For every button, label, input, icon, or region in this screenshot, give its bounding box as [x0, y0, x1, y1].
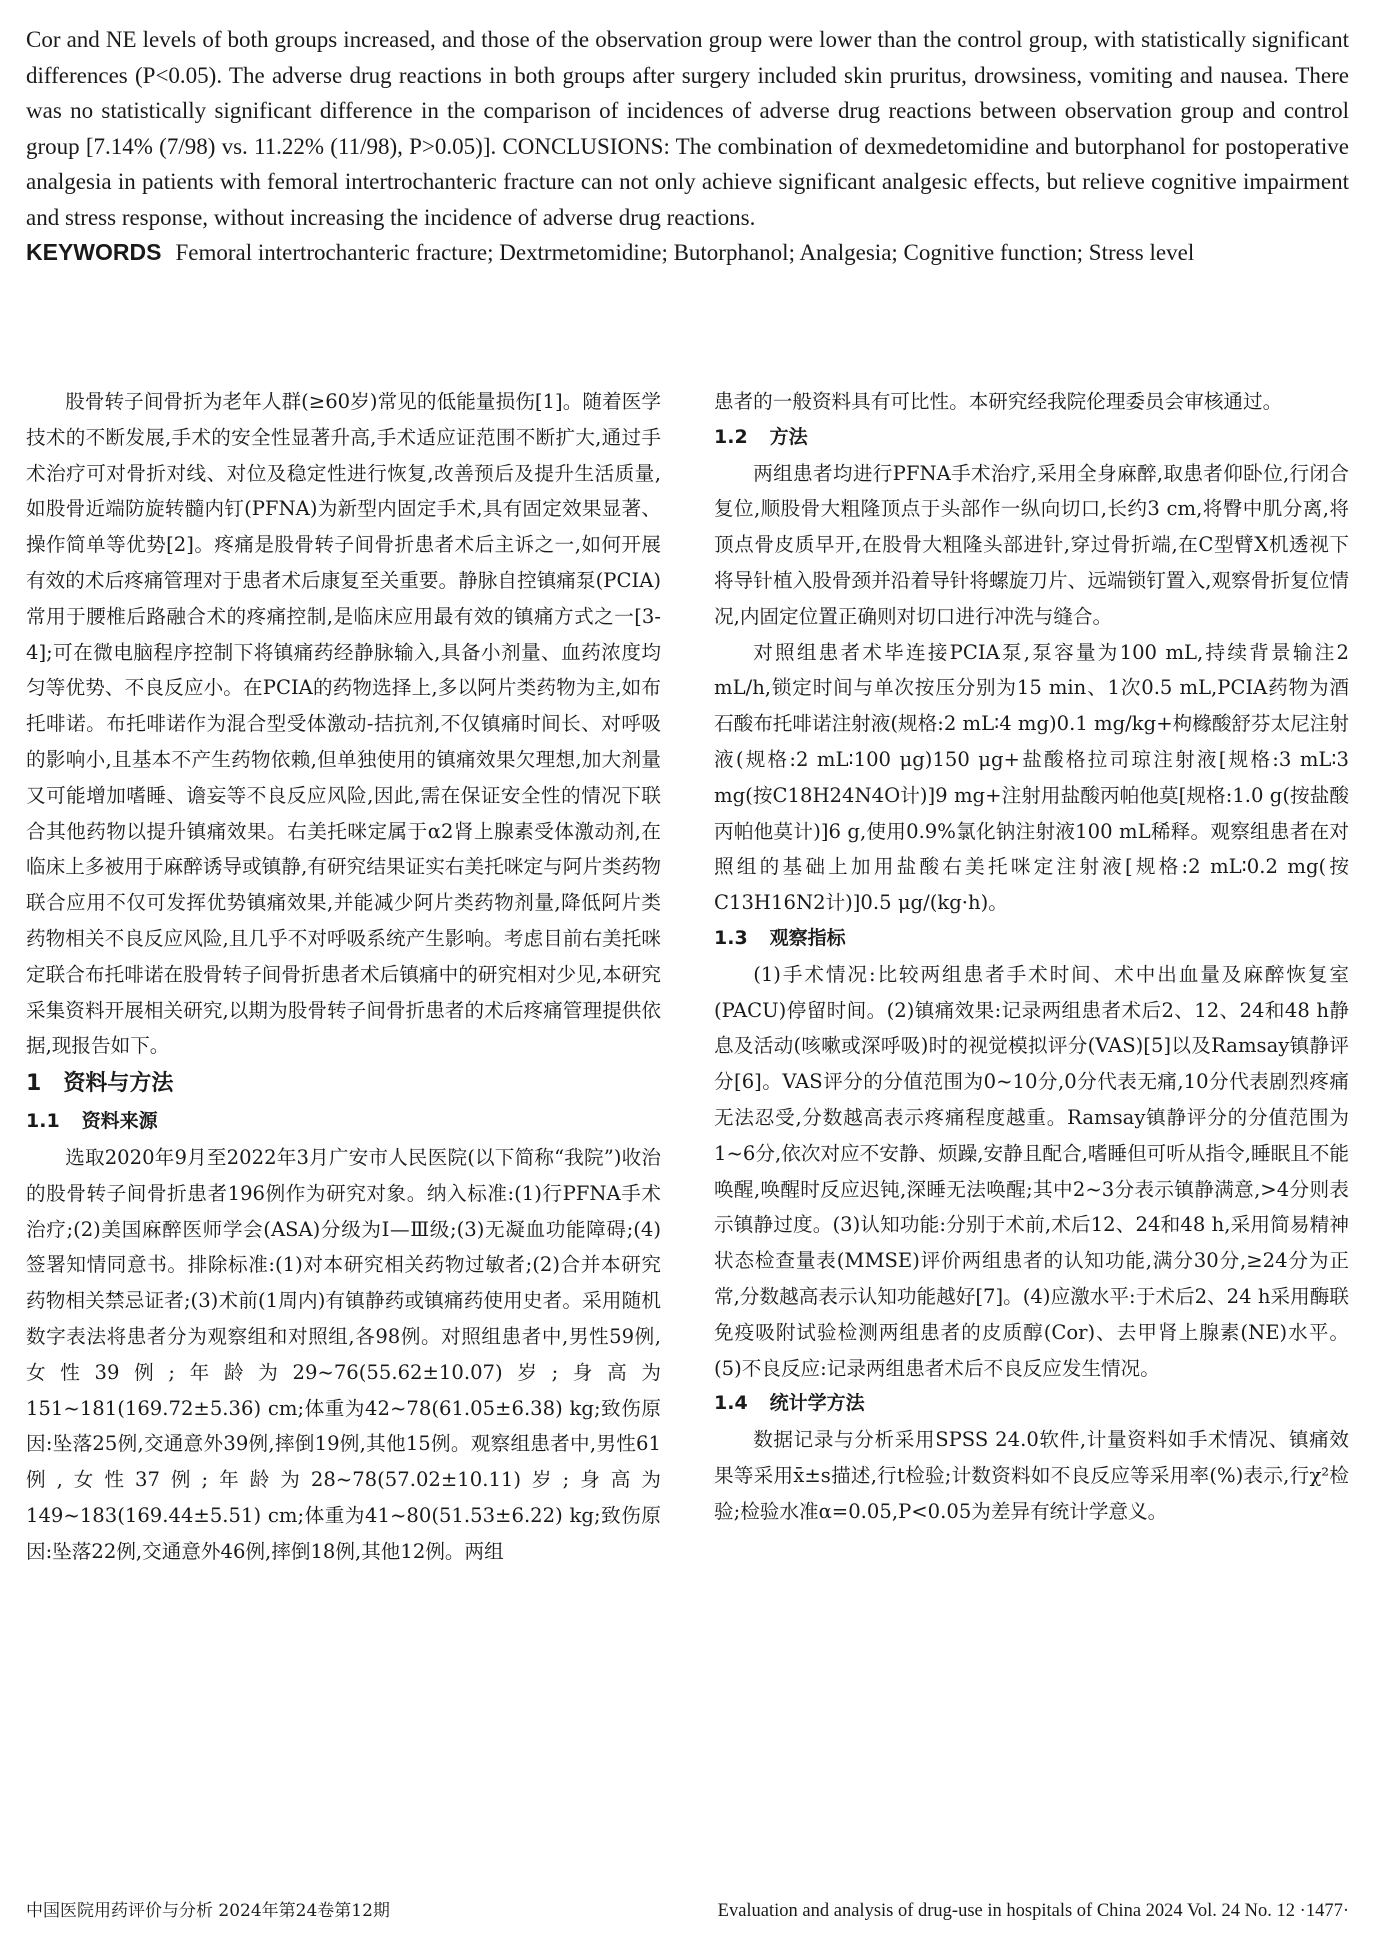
right-column	[714, 384, 1349, 1530]
section-number: 1	[26, 1071, 42, 1097]
subsection-title: 观察指标	[769, 926, 846, 949]
methods-paragraph-1: 两组患者均进行PFNA手术治疗,采用全身麻醉,取患者仰卧位,行闭合复位,顺股骨大粗隆顶点于头部作一纵向切口,长约3 cm,将臀中肌分离,将顶点骨皮质早开,在股骨大粗隆头部进针,穿过骨折端,在C型臂X机透视下将导针植入股骨颈并沿着导针将螺旋刀片、远端锁钉置入,观察骨折复位情况,内固定位置正确则对切口进行冲洗与缝合。	[714, 461, 1349, 628]
subsection-heading-1-3	[714, 921, 1349, 957]
intro-paragraph: 股骨转子间骨折为老年人群(≥60岁)常见的低能量损伤[1]。随着医学技术的不断发展,手术的安全性显著升高,手术适应证范围不断扩大,通过手术治疗可对骨折对线、对位及稳定性进行恢复,改善预后及提升生活质量,如股骨近端防旋转髓内钉(PFNA)为新型内固定手术,具有固定效果显著、操作简单等优势[2]。疼痛是股骨转子间骨折患者术后主诉之一,如何开展有效的术后疼痛管理对于患者术后康复至关重要。静脉自控镇痛泵(PCIA)常用于腰椎后路融合术的疼痛控制,是临床应用最有效的镇痛方式之一[3-4];可在微电脑程序控制下将镇痛药经静脉输入,具备小剂量、血药浓度均匀等优势、不良反应小。在PCIA的药物选择上,多以阿片类药物为主,如布托啡诺。布托啡诺作为混合型受体激动-拮抗剂,不仅镇痛时间长、对呼吸的影响小,且基本不产生药物依赖,但单独使用的镇痛效果欠理想,加大剂量又可能增加嗜睡、谵妄等不良反应风险,因此,需在保证安全性的情况下联合其他药物以提升镇痛效果。右美托咪定属于α2肾上腺素受体激动剂,在临床上多被用于麻醉诱导或镇静,有研究结果证实右美托咪定与阿片类药物联合应用不仅可发挥优势镇痛效果,并能减少阿片类药物剂量,降低阿片类药物相关不良反应风险,且几乎不对呼吸系统产生影响。考虑目前右美托咪定联合布托啡诺在股骨转子间骨折患者术后镇痛中的研究相对少见,本研究采集资料开展相关研究,以期为股骨转子间骨折患者的术后疼痛管理提供依据,现报告如下。	[26, 390, 661, 1058]
keywords-line	[26, 235, 1349, 271]
abstract-text: Cor and NE levels of both groups increased, and those of the observation group were lower than the control group, with statistically significant differences (P<0.05). The adverse drug reactions in both groups after surgery included skin pruritus, drowsiness, vomiting and nausea. There was no statistically significant difference in the comparison of incidences of adverse drug reactions between observation group and control group [7.14% (7/98) vs. 11.22% (11/98), P>0.05)]. CONCLUSIONS: The combination of dexmedetomidine and butorphanol for postoperative analgesia in patients with femoral intertrochanteric fracture can not only achieve significant analgesic effects, but relieve cognitive impairment and stress response, without increasing the incidence of adverse drug reactions.	[26, 27, 1349, 230]
section-heading-1	[26, 1064, 661, 1104]
subsection-heading-1-2	[714, 420, 1349, 456]
data-source-continuation: 患者的一般资料具有可比性。本研究经我院伦理委员会审核通过。	[714, 390, 1283, 413]
footer-journal-cn: 中国医院用药评价与分析 2024年第24卷第12期	[26, 1901, 390, 1921]
left-column	[26, 384, 661, 1570]
subsection-number: 1.4	[714, 1392, 748, 1415]
subsection-number: 1.2	[714, 425, 748, 448]
keywords-text: Femoral intertrochanteric fracture; Dextrmetomidine; Butorphanol; Analgesia; Cognitive function; Stress level	[175, 240, 1195, 265]
subsection-number: 1.3	[714, 926, 748, 949]
statistics-paragraph: 数据记录与分析采用SPSS 24.0软件,计量资料如手术情况、镇痛效果等采用x̄±s描述,行t检验;计数资料如不良反应等采用率(%)表示,行χ²检验;检验水准α=0.05,P<0.05为差异有统计学意义。	[714, 1428, 1349, 1523]
subsection-title: 方法	[769, 425, 808, 448]
data-source-paragraph: 选取2020年9月至2022年3月广安市人民医院(以下简称“我院”)收治的股骨转子间骨折患者196例作为研究对象。纳入标准:(1)行PFNA手术治疗;(2)美国麻醉医师学会(ASA)分级为Ⅰ—Ⅲ级;(3)无凝血功能障碍;(4)签署知情同意书。排除标准:(1)对本研究相关药物过敏者;(2)合并本研究药物相关禁忌证者;(3)术前(1周内)有镇静药或镇痛药使用史者。采用随机数字表法将患者分为观察组和对照组,各98例。对照组患者中,男性59例,女性39例;年龄为29~76(55.62±10.07)岁;身高为151~181(169.72±5.36) cm;体重为42~78(61.05±6.38) kg;致伤原因:坠落25例,交通意外39例,摔倒19例,其他15例。观察组患者中,男性61例,女性37例;年龄为28~78(57.02±10.11)岁;身高为149~183(169.44±5.51) cm;体重为41~80(51.53±6.22) kg;致伤原因:坠落22例,交通意外46例,摔倒18例,其他12例。两组	[26, 1145, 661, 1563]
section-title: 资料与方法	[63, 1071, 174, 1097]
keywords-label: KEYWORDS	[26, 239, 162, 265]
footer-journal-en: Evaluation and analysis of drug-use in hospitals of China 2024 Vol. 24 No. 12 ·1477·	[717, 1901, 1349, 1921]
page-footer	[26, 1898, 1349, 1924]
indicators-paragraph: (1)手术情况:比较两组患者手术时间、术中出血量及麻醉恢复室(PACU)停留时间。(2)镇痛效果:记录两组患者术后2、12、24和48 h静息及活动(咳嗽或深呼吸)时的视觉模拟评分(VAS)[5]以及Ramsay镇静评分[6]。VAS评分的分值范围为0~10分,0分代表无痛,10分代表剧烈疼痛无法忍受,分数越高表示疼痛程度越重。Ramsay镇静评分的分值范围为1~6分,依次对应不安静、烦躁,安静且配合,嗜睡但可听从指令,睡眠且不能唤醒,唤醒时反应迟钝,深睡无法唤醒;其中2~3分表示镇静满意,>4分则表示镇静过度。(3)认知功能:分别于术前,术后12、24和48 h,采用简易精神状态检查量表(MMSE)评价两组患者的认知功能,满分30分,≥24分为正常,分数越高表示认知功能越好[7]。(4)应激水平:于术后2、24 h采用酶联免疫吸附试验检测两组患者的皮质醇(Cor)、去甲肾上腺素(NE)水平。(5)不良反应:记录两组患者术后不良反应发生情况。	[714, 962, 1349, 1380]
methods-paragraph-2: 对照组患者术毕连接PCIA泵,泵容量为100 mL,持续背景输注2 mL/h,锁定时间与单次按压分别为15 min、1次0.5 mL,PCIA药物为酒石酸布托啡诺注射液(规格:2 mL∶4 mg)0.1 mg/kg+枸橼酸舒芬太尼注射液(规格:2 mL∶100 μg)150 μg+盐酸格拉司琼注射液[规格:3 mL∶3 mg(按C18H24N4O计)]9 mg+注射用盐酸丙帕他莫[规格:1.0 g(按盐酸丙帕他莫计)]6 g,使用0.9%氯化钠注射液100 mL稀释。观察组患者在对照组的基础上加用盐酸右美托咪定注射液[规格:2 mL∶0.2 mg(按C13H16N2计)]0.5 μg/(kg·h)。	[714, 640, 1349, 915]
subsection-number: 1.1	[26, 1110, 60, 1133]
subsection-heading-1-4	[714, 1386, 1349, 1422]
subsection-title: 资料来源	[81, 1110, 158, 1133]
subsection-heading-1-1	[26, 1104, 661, 1140]
abstract-continuation	[26, 22, 1349, 271]
subsection-title: 统计学方法	[769, 1392, 865, 1415]
